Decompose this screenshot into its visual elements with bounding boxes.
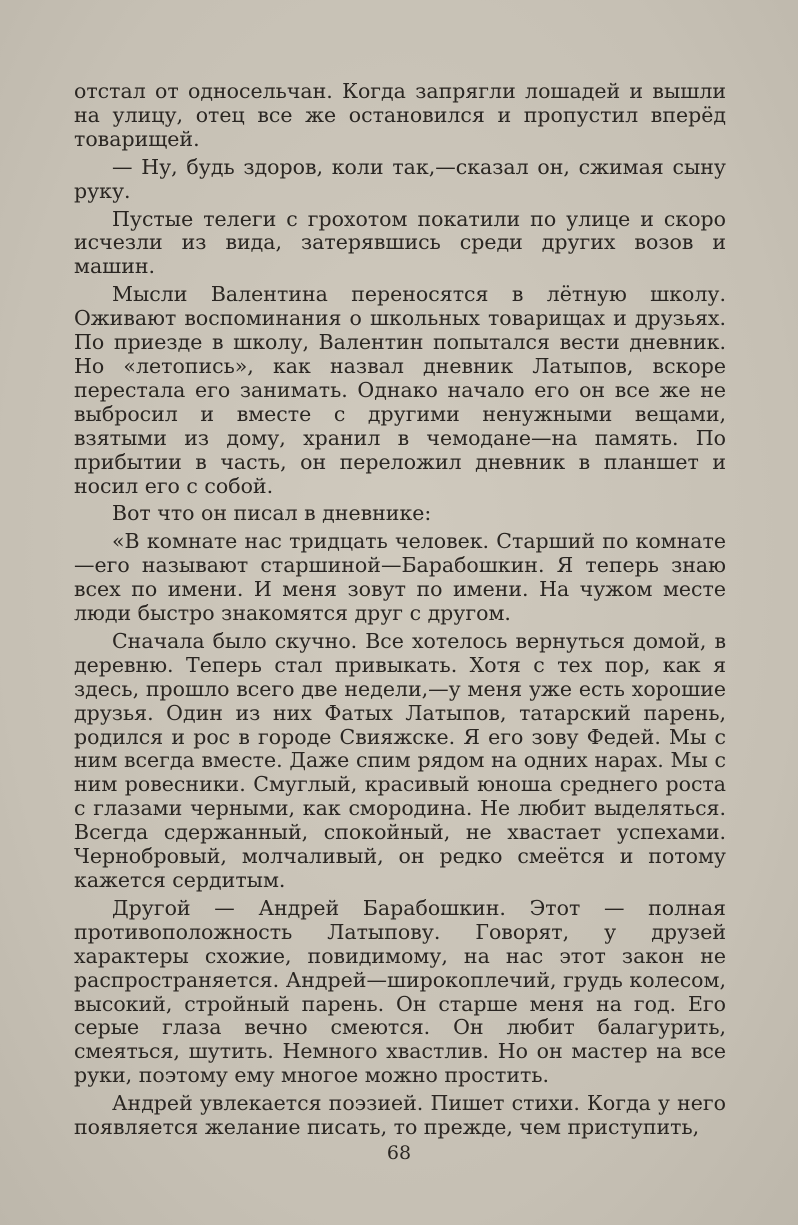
paragraph-4: Мысли Валентина переносятся в лётную школу. Оживают воспоминания о школьных товарищах и друзьях. По приезде в школу, Валентин попытался вести дневник. Но «летопись», как назвал дневник Латыпов, вскоре перестала его занимать. Однако начало его он все же не выбросил и вместе с другими ненужными вещами, взятыми из дому, хранил в чемодане—на память. По прибытии в часть, он переложил дневник в планшет и носил его с собой. xyxy=(74,282,726,498)
paragraph-2: — Ну, будь здоров, коли так,—сказал он, сжимая сыну руку. xyxy=(74,154,726,203)
paragraph-8: Другой — Андрей Барабошкин. Этот — полная противоположность Латыпову. Говорят, у друзей характеры схожие, повидимому, на нас этот закон не распространяется. Андрей—широкоплечий, грудь колесом, высокий, стройный парень. Он старше меня на год. Его серые глаза вечно смеются. Он любит балагурить, смеяться, шутить. Немного хвастлив. Но он мастер на все руки, поэтому ему многое можно простить. xyxy=(74,895,726,1088)
paragraph-9: Андрей увлекается поэзией. Пишет стихи. Когда у него появляется желание писать, то прежде, чем приступить, xyxy=(74,1091,726,1140)
paragraph-1: отстал от односельчан. Когда запрягли лошадей и вышли на улицу, отец все же остановился и пропустил вперёд товарищей. xyxy=(74,79,726,151)
paragraph-3: Пустые телеги с грохотом покатили по улице и скоро исчезли из вида, затерявшись среди других возов и машин. xyxy=(74,206,726,279)
paragraph-7: Сначала было скучно. Все хотелось вернуться домой, в деревню. Теперь стал привыкать. Хотя с тех пор, как я здесь, прошло всего две недели,—у меня уже есть хорошие друзья. Один из них Фатых Латыпов, татарский парень, родился и рос в городе Свияжске. Я его зову Федей. Мы с ним всегда вместе. Даже спим рядом на одних нарах. Мы с ним ровесники. Смуглый, красивый юноша среднего роста с глазами черными, как смородина. Не любит выделяться. Всегда сдержанный, спокойный, не хвастает успехами. Чернобровый, молчаливый, он редко смеётся и потому кажется сердитым. xyxy=(74,628,726,892)
page-number: 68 xyxy=(386,1142,412,1164)
body-text xyxy=(74,80,726,1144)
paragraph-5: Вот что он писал в дневнике: xyxy=(112,501,432,526)
paragraph-6: «В комнате нас тридцать человек. Старший по комнате—его называют старшиной—Барабошкин. Я теперь знаю всех по имени. И меня зовут по имени. На чужом месте люди быстро знакомятся друг с другом. xyxy=(74,529,726,626)
